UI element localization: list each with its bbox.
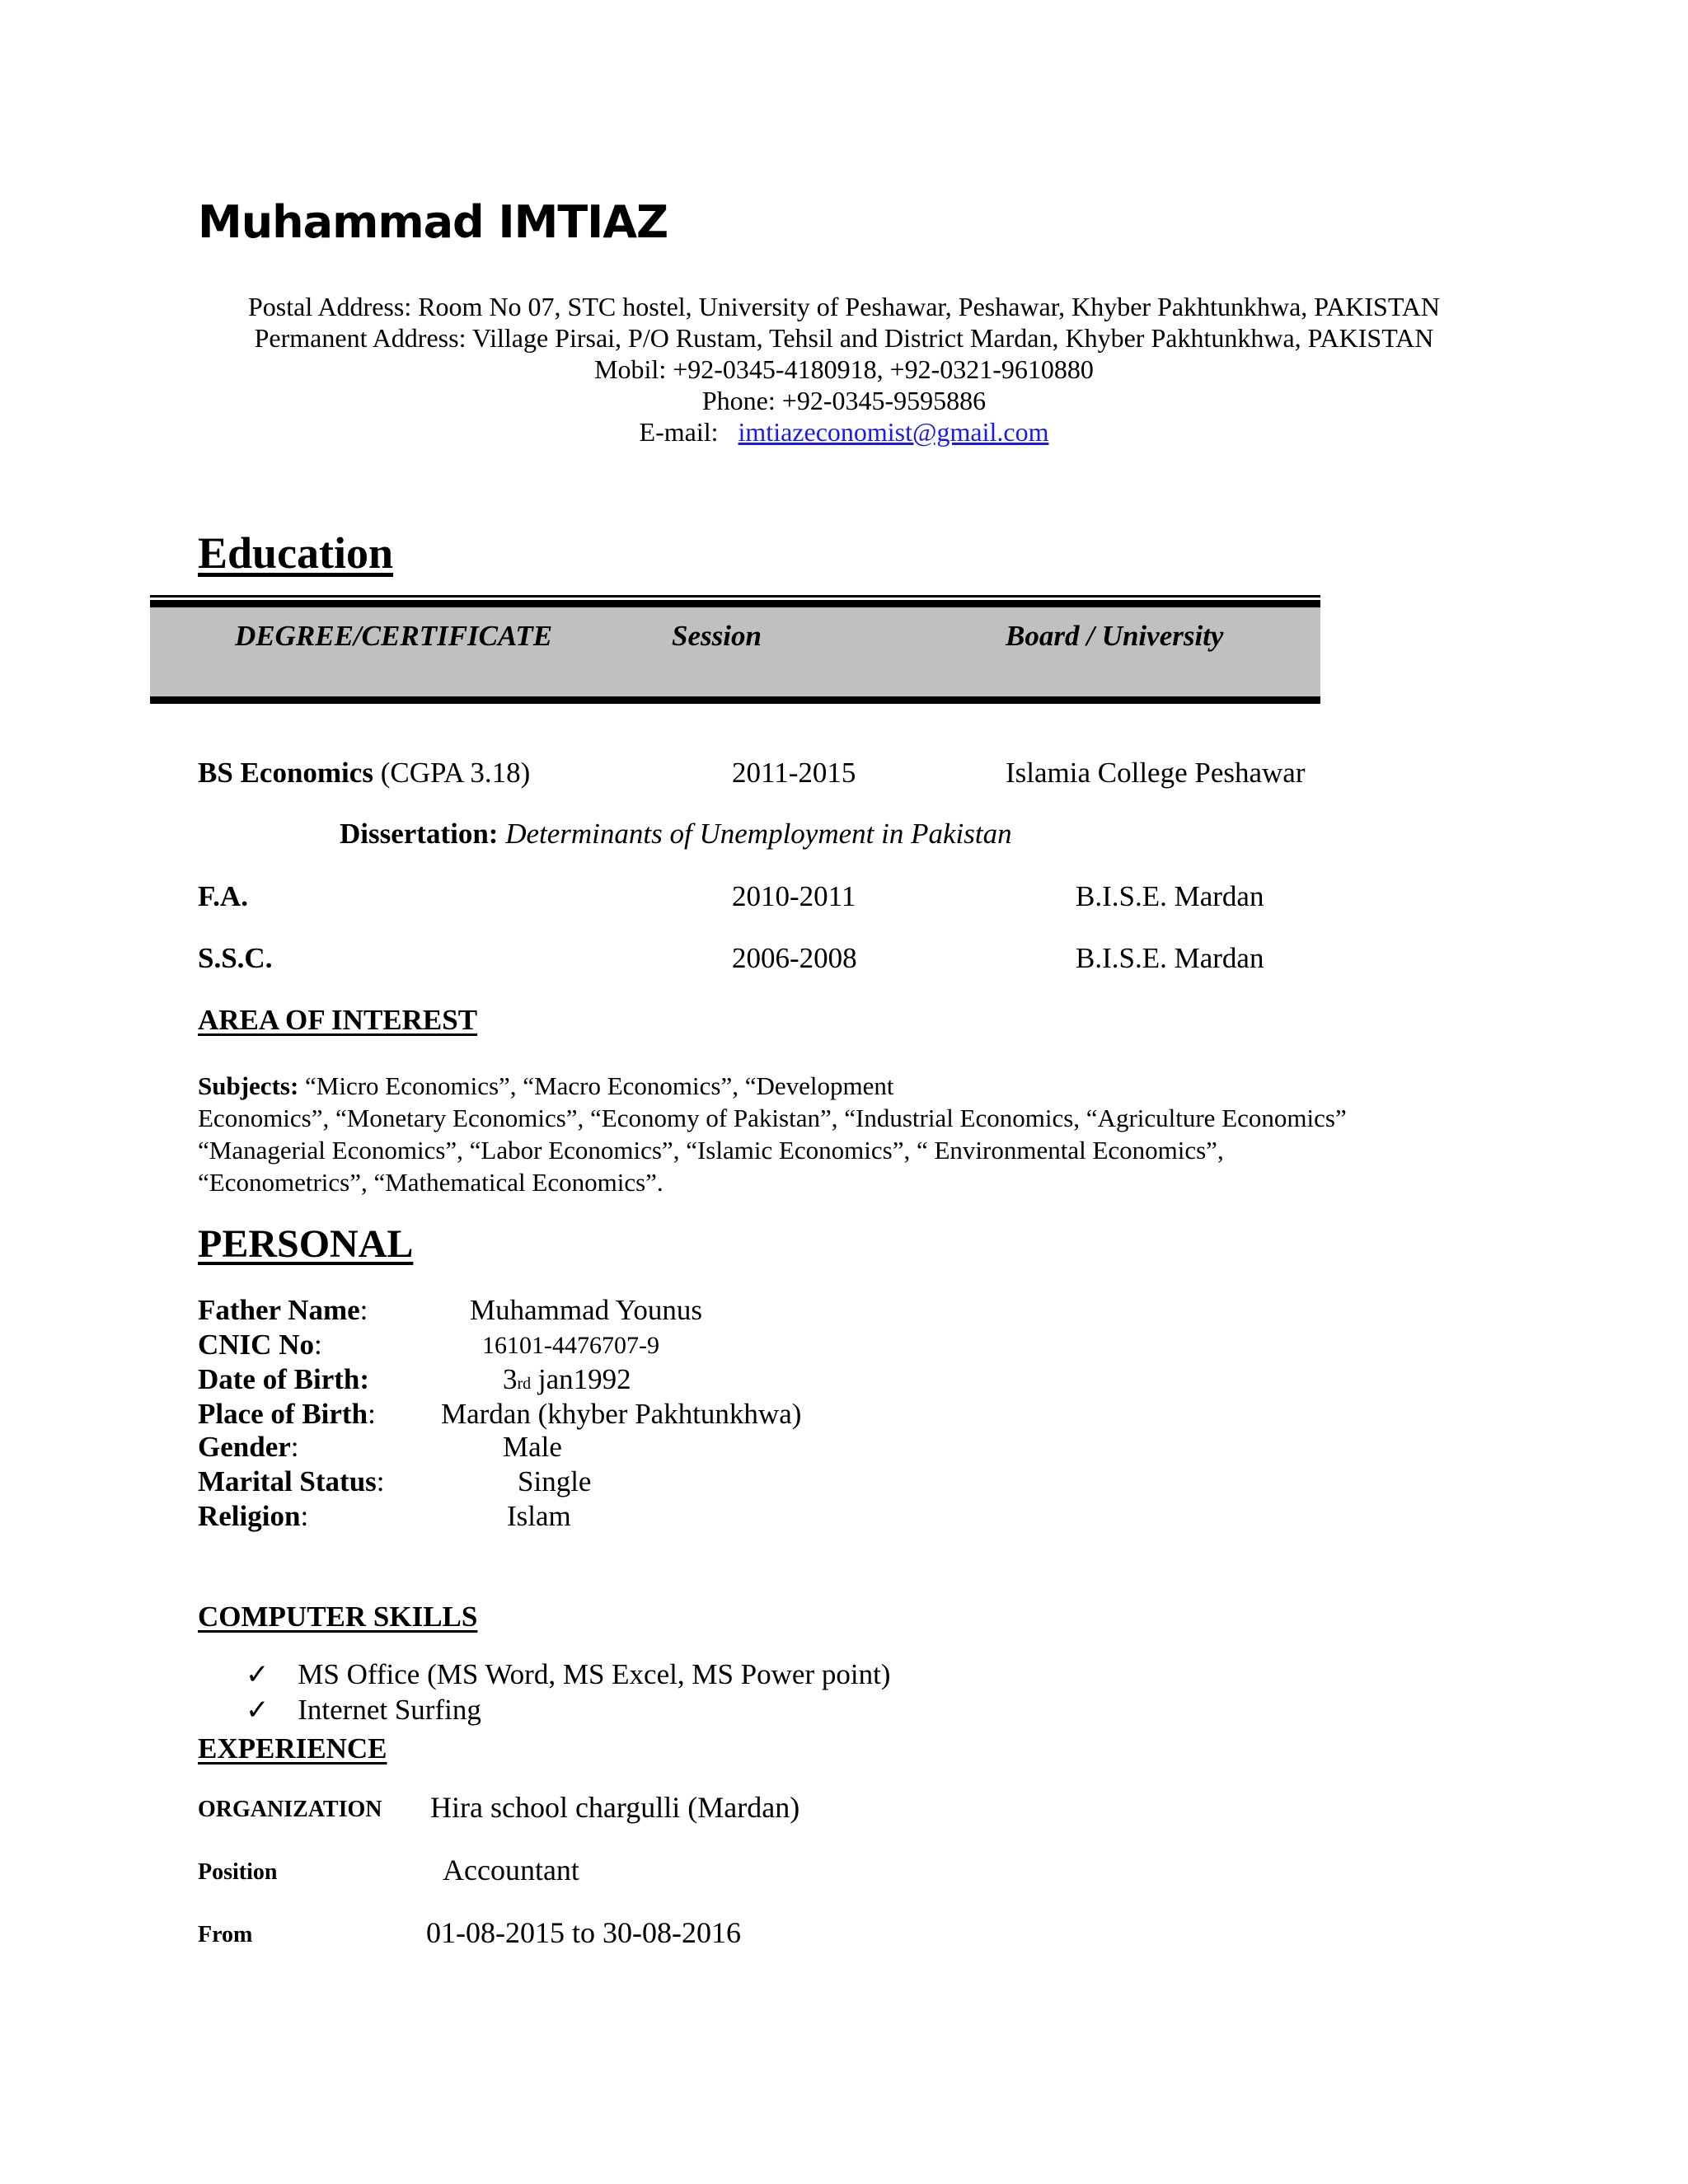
personal-value: Single — [518, 1465, 592, 1497]
from-label: From — [198, 1922, 253, 1947]
personal-value: 3rd jan1992 — [503, 1363, 631, 1395]
position-label: Position — [198, 1859, 278, 1885]
subjects-line: Economics”, “Monetary Economics”, “Economy of Pakistan”, “Industrial Economics, “Agriculture Economics” — [198, 1104, 1347, 1132]
column-degree: DEGREE/CERTIFICATE — [235, 620, 553, 652]
education-row-session: 2011-2015 — [732, 757, 856, 789]
personal-label: Date of Birth: — [198, 1363, 370, 1395]
skill-item: ✓ MS Office (MS Word, MS Excel, MS Power point) — [246, 1658, 891, 1691]
checkmark-icon: ✓ — [246, 1694, 270, 1727]
education-row-session: 2006-2008 — [732, 942, 857, 974]
interest-heading: AREA OF INTEREST — [198, 1004, 478, 1036]
dissertation-title: Determinants of Unemployment in Pakistan — [505, 818, 1012, 850]
candidate-name: Muhammad IMTIAZ — [198, 196, 668, 248]
personal-label: Father Name: — [198, 1294, 368, 1326]
education-row-board: B.I.S.E. Mardan — [1076, 942, 1264, 974]
personal-heading: PERSONAL — [198, 1222, 414, 1266]
subjects-line: “Managerial Economics”, “Labor Economics”, “Islamic Economics”, “ Environmental Economics”, — [198, 1136, 1224, 1165]
education-row-degree: F.A. — [198, 880, 248, 912]
degree-name: BS Economics — [198, 757, 373, 789]
education-row-board: Islamia College Peshawar — [1006, 757, 1306, 789]
phone-number: Phone: +92-0345-9595886 — [701, 386, 987, 415]
personal-value: Mardan (khyber Pakhtunkhwa) — [441, 1398, 802, 1430]
mobile-number: Mobil: +92-0345-4180918, +92-0321-9610880 — [594, 354, 1094, 384]
personal-label: CNIC No: — [198, 1329, 322, 1361]
checkmark-icon: ✓ — [246, 1658, 270, 1691]
column-board: Board / University — [1006, 620, 1224, 652]
column-session: Session — [672, 620, 762, 652]
table-bottom-rule — [150, 697, 1320, 700]
subjects-label: Subjects: — [198, 1071, 299, 1100]
personal-value: 16101-4476707-9 — [482, 1332, 659, 1359]
experience-heading: EXPERIENCE — [198, 1732, 387, 1765]
skills-heading: COMPUTER SKILLS — [198, 1601, 478, 1633]
position-value: Accountant — [443, 1854, 579, 1886]
degree-extra: (CGPA 3.18) — [373, 757, 531, 789]
table-top-rule — [150, 595, 1320, 598]
email-line — [0, 417, 1688, 448]
personal-value: Male — [503, 1431, 562, 1463]
email-link[interactable]: imtiazeconomist@gmail.com — [738, 417, 1049, 447]
education-row-session: 2010-2011 — [732, 880, 856, 912]
personal-label: Gender: — [198, 1431, 299, 1463]
education-row-degree: S.S.C. — [198, 942, 273, 974]
postal-address: Postal Address: Room No 07, STC hostel, University of Peshawar, Peshawar, Khyber Pakhtunkhwa, PAKISTAN — [247, 292, 1441, 321]
personal-label: Religion: — [198, 1500, 309, 1532]
personal-label: Marital Status: — [198, 1465, 385, 1497]
subjects-block — [198, 1070, 1347, 1198]
permanent-address: Permanent Address: Village Pirsai, P/O Rustam, Tehsil and District Mardan, Khyber Pakhtunkhwa, PAKISTAN — [254, 323, 1434, 353]
education-row-board: B.I.S.E. Mardan — [1076, 880, 1264, 912]
skill-item: ✓ Internet Surfing — [246, 1694, 481, 1727]
personal-value: Islam — [507, 1500, 571, 1532]
from-value: 01-08-2015 to 30-08-2016 — [426, 1916, 741, 1949]
personal-label: Place of Birth: — [198, 1398, 376, 1430]
education-row-degree — [198, 757, 530, 790]
subjects-line: Subjects: “Micro Economics”, “Macro Economics”, “Development — [198, 1071, 894, 1100]
dissertation — [340, 818, 1012, 851]
email-label: E-mail: — [639, 417, 719, 447]
personal-value: Muhammad Younus — [470, 1294, 702, 1326]
subjects-line: “Econometrics”, “Mathematical Economics”. — [198, 1168, 663, 1197]
organization-value: Hira school chargulli (Mardan) — [430, 1791, 800, 1824]
education-heading: Education — [198, 528, 394, 578]
organization-label: ORGANIZATION — [198, 1797, 382, 1822]
dissertation-label: Dissertation: — [340, 818, 499, 850]
